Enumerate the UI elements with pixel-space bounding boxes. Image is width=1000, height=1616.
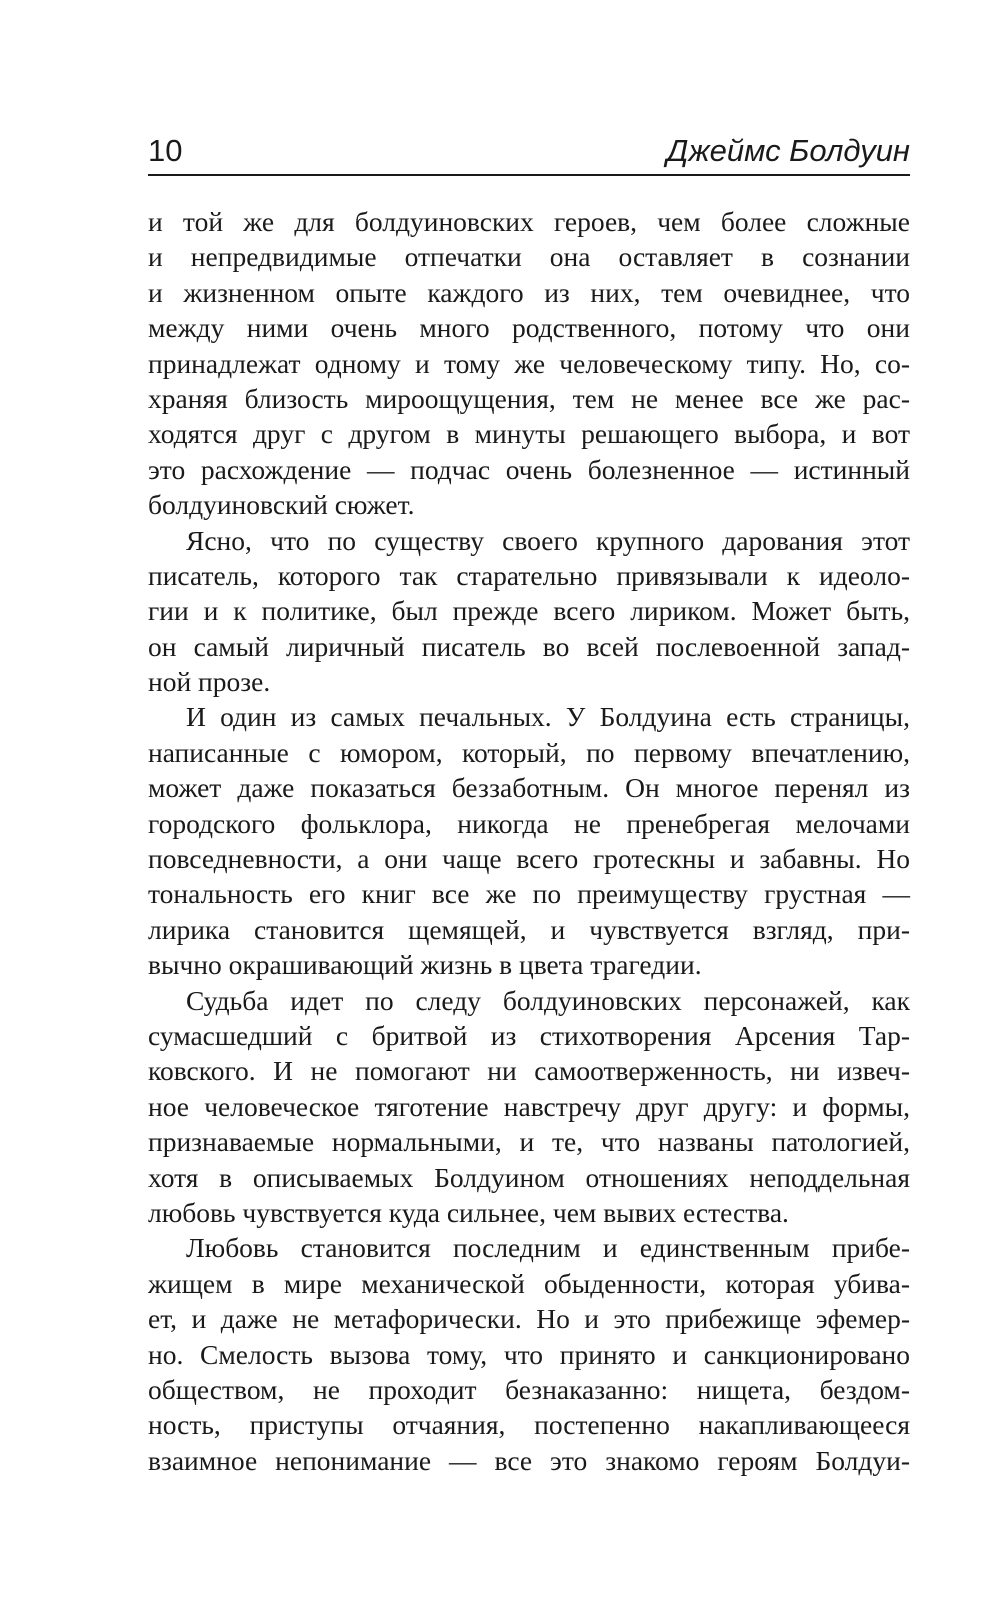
paragraph xyxy=(148,983,910,1231)
text-line: Судьба идет по следу болдуиновских персонажей, как xyxy=(186,984,910,1016)
text-line: ет, и даже не метафорически. Но и это прибежище эфемер- xyxy=(148,1303,910,1335)
text-line: Ясно, что по существу своего крупного дарования этот xyxy=(186,524,910,556)
text-line: и непредвидимые отпечатки она оставляет в сознании xyxy=(148,241,910,273)
body-text xyxy=(148,204,910,1478)
text-line: и той же для болдуиновских героев, чем более сложные xyxy=(148,206,910,237)
text-line: ходятся друг с другом в минуты решающего выбора, и вот xyxy=(148,418,910,450)
text-line: он самый лиричный писатель во всей послевоенной запад- xyxy=(148,630,910,662)
text-line: признаваемые нормальными, и те, что названы патологией, xyxy=(148,1126,910,1158)
text-line: любовь чувствуется куда сильнее, чем вывих естества. xyxy=(148,1196,789,1228)
paragraph xyxy=(148,1230,910,1478)
text-line: Любовь становится последним и единственным прибе- xyxy=(186,1232,910,1264)
paragraph xyxy=(148,204,910,523)
text-line: ной прозе. xyxy=(148,666,271,698)
text-line: взаимное непонимание — все это знакомо героям Болдуи- xyxy=(148,1444,910,1476)
text-line: лирика становится щемящей, и чувствуется взгляд, при- xyxy=(148,913,910,945)
text-line: гии и к политике, был прежде всего лириком. Может быть, xyxy=(148,595,910,627)
text-line: может даже показаться беззаботным. Он многое перенял из xyxy=(148,772,910,804)
text-line: ность, приступы отчаяния, постепенно накапливающееся xyxy=(148,1409,910,1441)
page-header xyxy=(148,128,910,176)
text-line: ковского. И не помогают ни самоотверженность, ни извеч- xyxy=(148,1055,910,1087)
text-line: вычно окрашивающий жизнь в цвета трагедии. xyxy=(148,949,702,981)
text-line: жищем в мире механической обыденности, которая убива- xyxy=(148,1267,910,1299)
text-line: городского фольклора, никогда не пренебрегая мелочами xyxy=(148,807,910,839)
book-page xyxy=(148,128,910,1478)
text-line: И один из самых печальных. У Болдуина есть страницы, xyxy=(186,701,910,733)
text-line: болдуиновский сюжет. xyxy=(148,489,415,521)
text-line: принадлежат одному и тому же человеческому типу. Но, со- xyxy=(148,347,910,379)
text-line: между ними очень много родственного, потому что они xyxy=(148,312,910,344)
text-line: обществом, не проходит безнаказанно: нищета, бездом- xyxy=(148,1373,910,1405)
text-line: сумасшедший с бритвой из стихотворения Арсения Тар- xyxy=(148,1019,910,1051)
text-line: написанные с юмором, который, по первому впечатлению, xyxy=(148,736,910,768)
text-line: это расхождение — подчас очень болезненное — истинный xyxy=(148,453,910,485)
text-line: но. Смелость вызова тому, что принято и санкционировано xyxy=(148,1338,910,1370)
text-line: тональность его книг все же по преимуществу грустная — xyxy=(148,878,910,910)
text-line: и жизненном опыте каждого из них, тем очевиднее, что xyxy=(148,276,910,308)
text-line: ное человеческое тяготение навстречу друг другу: и формы, xyxy=(148,1090,910,1122)
text-line: писатель, которого так старательно привязывали к идеоло- xyxy=(148,559,910,591)
text-line: хотя в описываемых Болдуином отношениях неподдельная xyxy=(148,1161,910,1193)
running-head-author: Джеймс Болдуин xyxy=(666,133,910,168)
text-line: повседневности, а они чаще всего гротескны и забавны. Но xyxy=(148,843,910,875)
page-number: 10 xyxy=(148,133,183,168)
paragraph xyxy=(148,523,910,700)
paragraph xyxy=(148,699,910,982)
text-line: храняя близость мироощущения, тем не менее все же рас- xyxy=(148,382,910,414)
